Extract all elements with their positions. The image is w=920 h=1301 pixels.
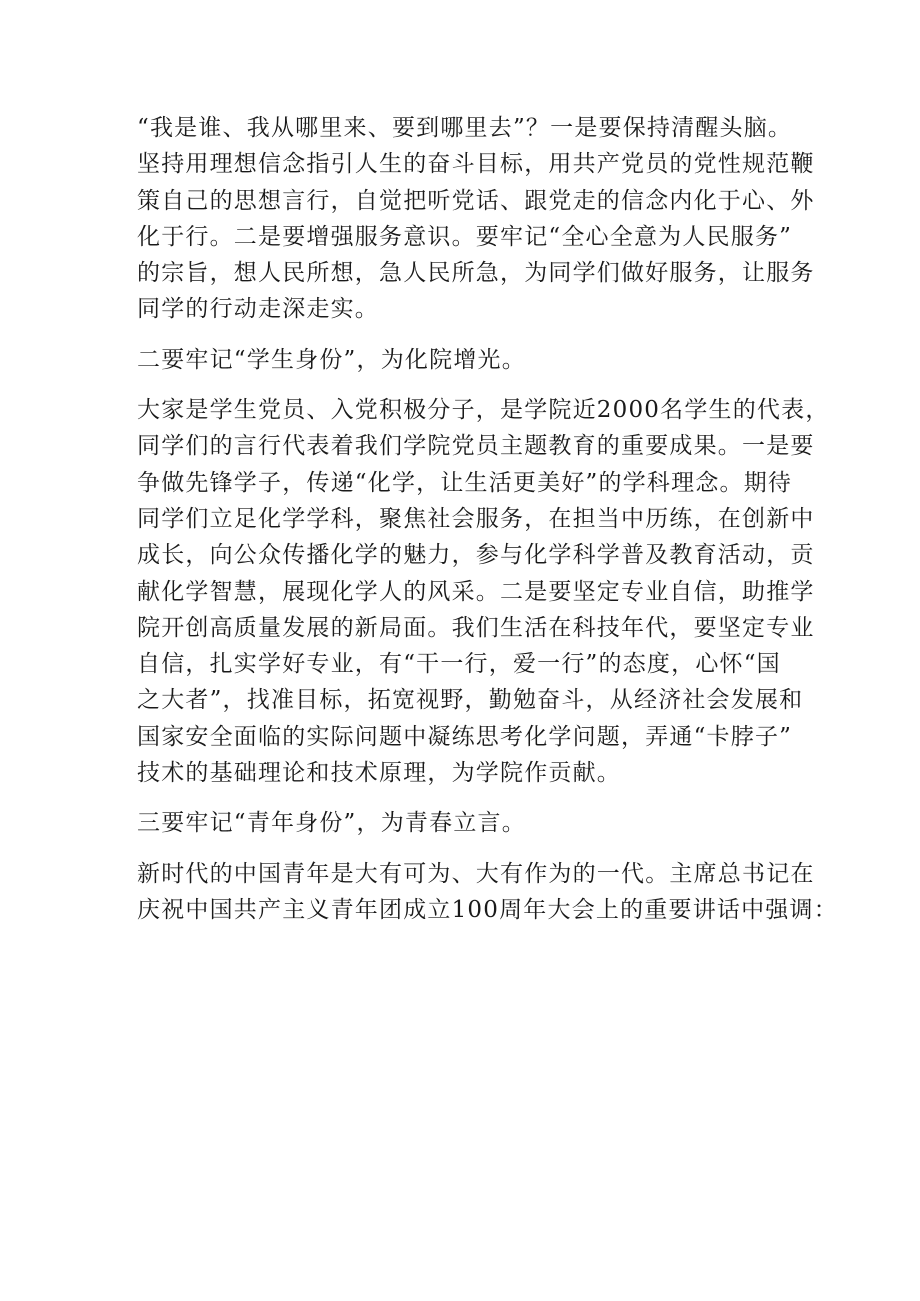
paragraph-2 [137,392,830,791]
text-line: 的宗旨，想人民所想，急人民所急，为同学们做好服务，让服务 [137,260,815,287]
text-line: 院开创高质量发展的新局面。我们生活在科技年代，要坚定专业 [137,614,815,641]
text-line: 技术的基础理论和技术原理，为学院作贡献。 [137,760,621,787]
text-line: 同学们的言行代表着我们学院党员主题教育的重要成果。一是要 [137,433,815,460]
text-line: 同学们立足化学学科，聚焦社会服务，在担当中历练，在创新中 [137,505,815,532]
paragraph-gap [137,328,797,342]
text-line: 献化学智慧，展现化学人的风采。二是要坚定专业自信，助推学 [137,578,815,605]
section-heading-3 [137,805,797,841]
text-line: 大家是学生党员、入党积极分子，是学院近2000名学生的代表， [137,397,830,424]
text-line: 坚持用理想信念指引人生的奋斗目标，用共产党员的党性规范鞭 [137,151,815,178]
paragraph-gap [137,791,797,805]
paragraph-3 [137,856,838,929]
text-line: 同学的行动走深走实。 [137,296,379,323]
text-line: “我是谁、我从哪里来、要到哪里去”？一是要保持清醒头脑。 [137,115,793,141]
document-body [137,110,838,928]
text-line: 庆祝中国共产主义青年团成立100周年大会上的重要讲话中强调： [137,896,838,923]
paragraph-gap [137,378,797,392]
text-line: 新时代的中国青年是大有可为、大有作为的一代。主席总书记在 [137,860,815,887]
text-line: 策自己的思想言行，自觉把听党话、跟党走的信念内化于心、外 [137,187,815,214]
text-line: 自信，扎实学好专业，有“干一行，爱一行”的态度，心怀“国 [137,651,781,678]
text-line: 三要牢记“青年身份”，为青春立言。 [137,810,526,837]
text-line: 二要牢记“学生身份”，为化院增光。 [137,346,526,373]
paragraph-1 [137,110,815,328]
paragraph-gap [137,842,797,856]
text-line: 化于行。二是要增强服务意识。要牢记“全心全意为人民服务” [137,223,793,250]
section-heading-2 [137,342,797,378]
text-line: 国家安全面临的实际问题中凝练思考化学问题，弄通“卡脖子” [137,723,793,750]
text-line: 之大者”，找准目标，拓宽视野，勤勉奋斗，从经济社会发展和 [137,687,804,714]
text-line: 争做先锋学子，传递“化学，让生活更美好”的学科理念。期待 [137,469,793,496]
text-line: 成长，向公众传播化学的魅力，参与化学科学普及教育活动，贡 [137,542,815,569]
